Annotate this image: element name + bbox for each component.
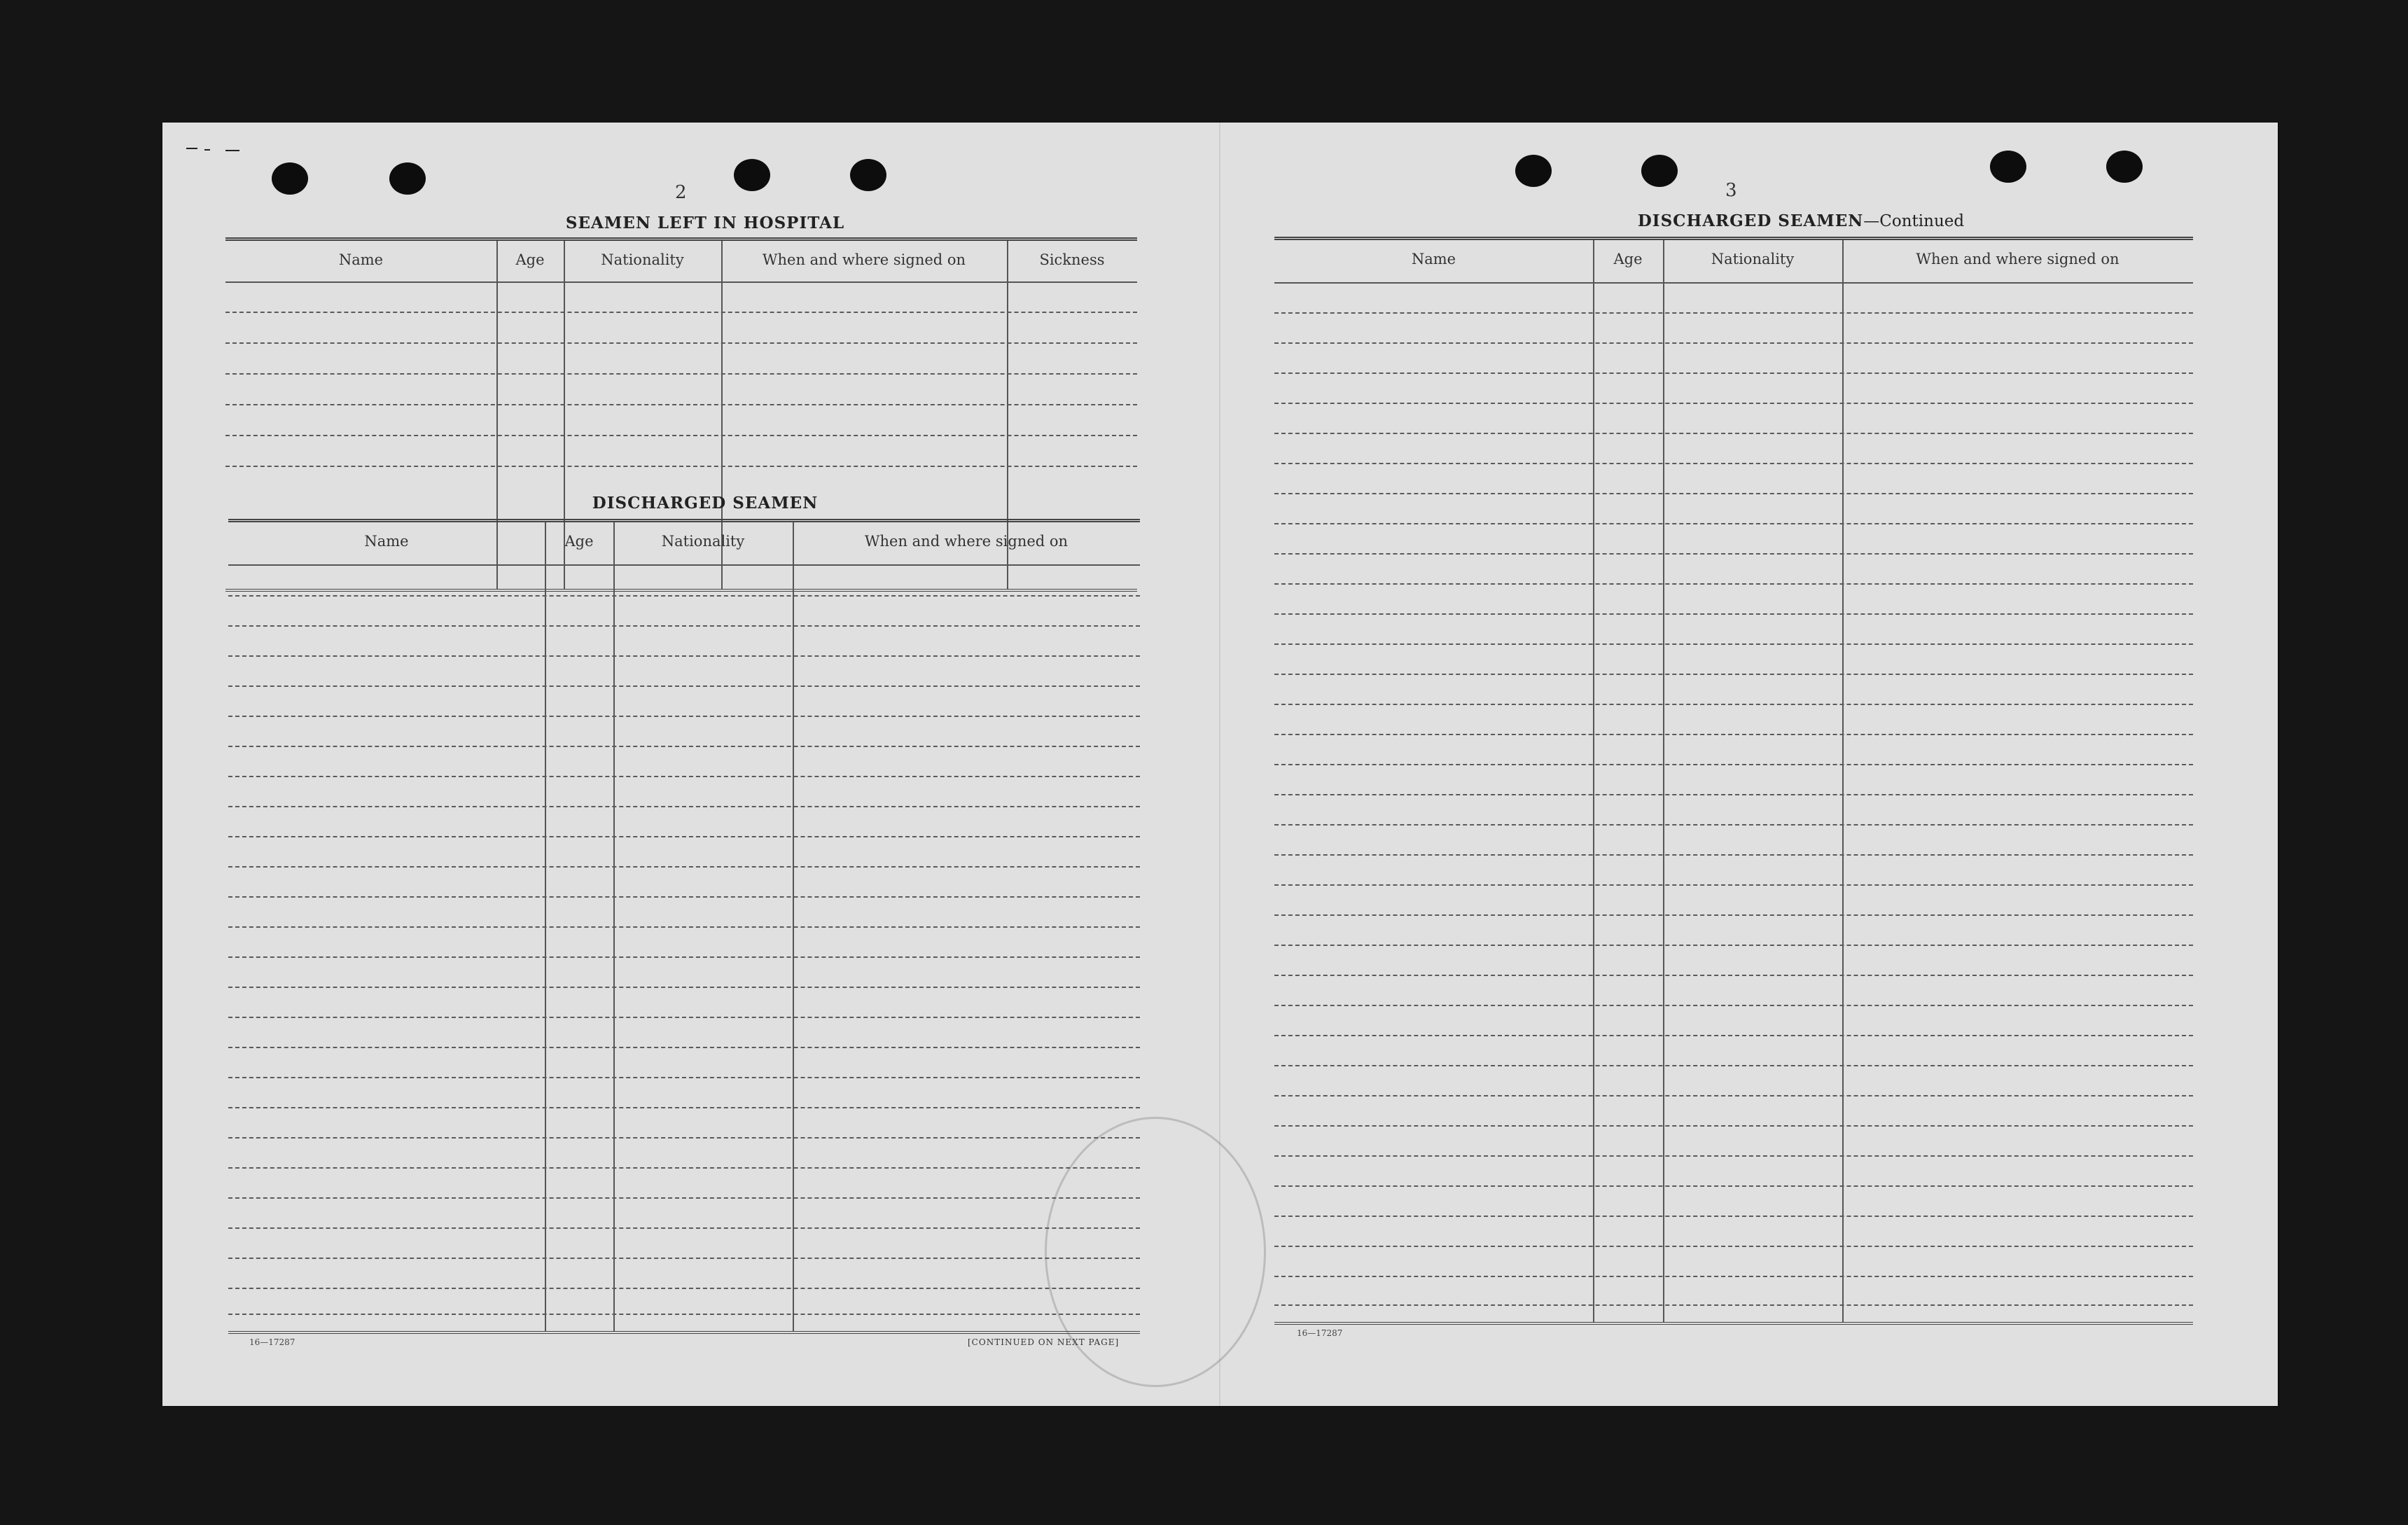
- page-number-left: 2: [675, 182, 687, 203]
- table-row: [1274, 734, 2193, 735]
- table-row: [1274, 1246, 2193, 1247]
- section-title-text: DISCHARGED SEAMEN: [1637, 211, 1864, 230]
- punch-hole: [2106, 151, 2143, 183]
- table-row: [1274, 1155, 2193, 1157]
- table-row: [1274, 342, 2193, 344]
- table-row: [1274, 312, 2193, 314]
- form-code-right: 16—17287: [1297, 1328, 1343, 1338]
- table-row: [228, 1017, 1140, 1018]
- col-header-age: Age: [1613, 251, 1643, 267]
- punch-hole: [1641, 155, 1678, 187]
- table-row: [228, 987, 1140, 988]
- table-row: [228, 1314, 1140, 1315]
- table-row: [1274, 523, 2193, 524]
- table-row: [228, 685, 1140, 687]
- table-row: [1274, 1125, 2193, 1127]
- page-number-right: 3: [1725, 180, 1737, 201]
- table-row: [228, 625, 1140, 627]
- table-row: [228, 1047, 1140, 1048]
- table-row: [228, 926, 1140, 928]
- table-row: [1274, 1304, 2193, 1306]
- col-header-signed-on: When and where signed on: [1916, 251, 2120, 267]
- table-row: [1274, 1005, 2193, 1006]
- table-row: [1274, 1035, 2193, 1036]
- table-row: [1274, 704, 2193, 705]
- table-row: [1274, 884, 2193, 886]
- table-row: [1274, 975, 2193, 976]
- table-row: [228, 1288, 1140, 1289]
- table-row: [1274, 674, 2193, 675]
- col-header-signed-on: When and where signed on: [762, 251, 966, 268]
- col-header-age: Age: [564, 533, 594, 550]
- discharged-table-left: [228, 519, 1140, 1334]
- table-row: [1274, 1185, 2193, 1187]
- punch-hole: [1515, 155, 1552, 187]
- table-row: [1274, 433, 2193, 434]
- table-row: [228, 896, 1140, 898]
- table-row: [228, 806, 1140, 807]
- punch-hole: [850, 159, 886, 191]
- punch-hole: [389, 162, 426, 195]
- scan-mark: [204, 149, 210, 151]
- punch-hole: [1990, 151, 2026, 183]
- table-row: [228, 746, 1140, 747]
- scan-mark: [186, 148, 197, 149]
- form-code-left: 16—17287: [249, 1337, 295, 1347]
- table-row: [1274, 583, 2193, 585]
- table-row: [228, 866, 1140, 868]
- table-row: [1274, 764, 2193, 765]
- table-row: [228, 655, 1140, 657]
- table-row: [1274, 1216, 2193, 1217]
- table-row: [228, 1227, 1140, 1229]
- table-row: [228, 1137, 1140, 1138]
- table-row: [228, 1077, 1140, 1078]
- table-row: [228, 1167, 1140, 1169]
- discharged-table-right: [1274, 237, 2193, 1325]
- table-row: [225, 373, 1137, 375]
- punch-hole: [272, 162, 308, 195]
- header-rule: [1274, 282, 2193, 284]
- col-header-nationality: Nationality: [661, 533, 745, 550]
- table-row: [1274, 553, 2193, 555]
- section-title-suffix: —Continued: [1863, 212, 1965, 230]
- table-row: [1274, 914, 2193, 916]
- ledger-sheet: [162, 123, 2278, 1406]
- table-row: [1274, 463, 2193, 464]
- col-header-name: Name: [1411, 251, 1456, 267]
- table-row: [1274, 1276, 2193, 1277]
- col-header-name: Name: [364, 533, 409, 550]
- table-row: [225, 404, 1137, 405]
- table-row: [1274, 372, 2193, 374]
- table-row: [1274, 613, 2193, 615]
- col-header-name: Name: [338, 251, 384, 268]
- table-row: [1274, 1095, 2193, 1096]
- table-row: [228, 1197, 1140, 1199]
- table-row: [228, 956, 1140, 958]
- table-row: [225, 342, 1137, 344]
- table-row: [228, 716, 1140, 717]
- table-row: [225, 435, 1137, 436]
- col-header-age: Age: [515, 251, 545, 268]
- col-header-nationality: Nationality: [1711, 251, 1795, 267]
- col-header-signed-on: When and where signed on: [864, 533, 1069, 550]
- table-row: [1274, 1065, 2193, 1066]
- table-row: [1274, 493, 2193, 494]
- discharged-section-title-right: [1535, 211, 2067, 230]
- hospital-section-title: SEAMEN LEFT IN HOSPITAL: [565, 214, 845, 232]
- table-row: [225, 312, 1137, 313]
- col-header-sickness: Sickness: [1039, 251, 1105, 268]
- punch-hole: [734, 159, 770, 191]
- table-row: [1274, 643, 2193, 645]
- table-row: [1274, 794, 2193, 795]
- table-row: [1274, 403, 2193, 404]
- table-row: [225, 466, 1137, 467]
- continued-note: [CONTINUED ON NEXT PAGE]: [968, 1337, 1120, 1347]
- table-row: [228, 595, 1140, 597]
- discharged-section-title-left: DISCHARGED SEAMEN: [592, 494, 819, 513]
- scan-mark: [225, 150, 239, 151]
- table-row: [1274, 945, 2193, 946]
- table-row: [228, 1107, 1140, 1108]
- header-rule: [228, 564, 1140, 566]
- table-row: [228, 836, 1140, 837]
- table-row: [228, 1258, 1140, 1259]
- table-row: [1274, 824, 2193, 826]
- col-header-nationality: Nationality: [601, 251, 684, 268]
- header-rule: [225, 281, 1137, 283]
- table-row: [1274, 854, 2193, 856]
- table-row: [228, 776, 1140, 777]
